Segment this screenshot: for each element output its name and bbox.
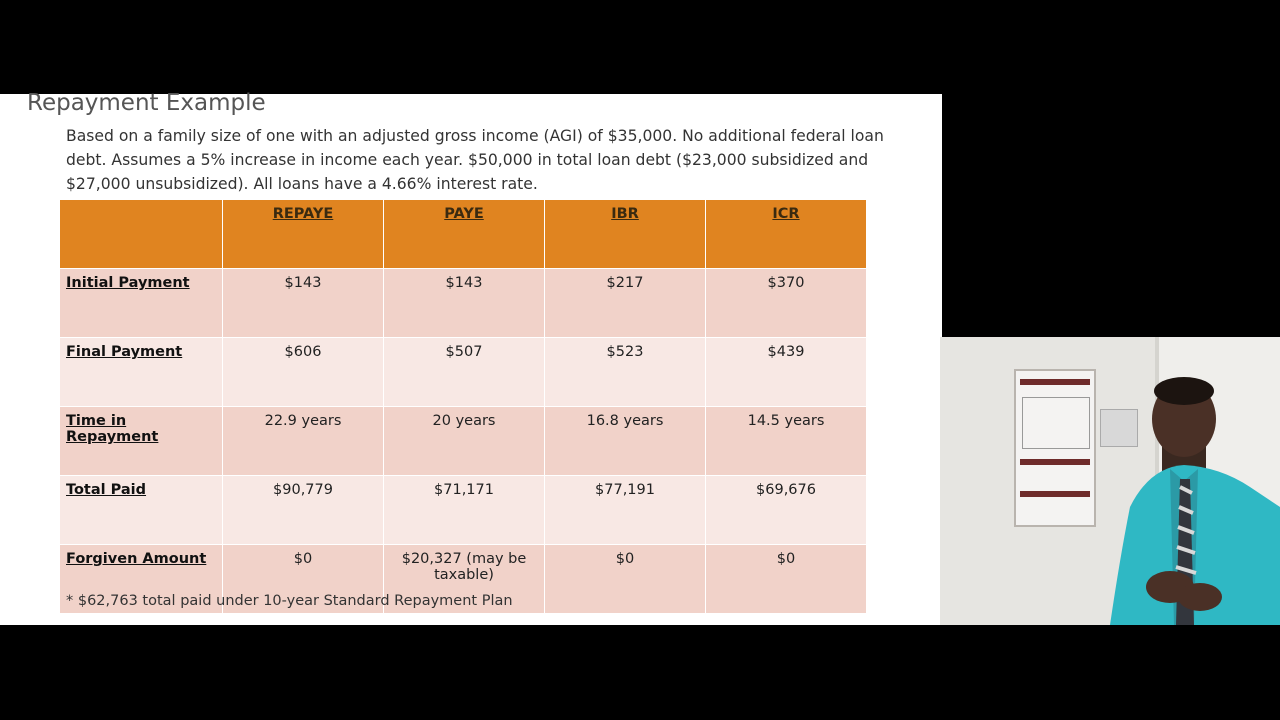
cell: $143 bbox=[223, 269, 384, 338]
cell: $507 bbox=[384, 338, 545, 407]
intro-text: Based on a family size of one with an adjusted gross income (AGI) of $35,000. No additional federal loan debt. Assumes a 5% increase in income each year. $50,000 in total loan debt ($23,000 subsidized and $27,000 unsubsidized). All loans have a 4.66% interest rate. bbox=[66, 127, 884, 193]
cell: $523 bbox=[545, 338, 706, 407]
header-paye: PAYE bbox=[384, 200, 545, 269]
cell: $90,779 bbox=[223, 476, 384, 545]
cell: 22.9 years bbox=[223, 407, 384, 476]
table-row bbox=[60, 407, 867, 476]
header-ibr: IBR bbox=[545, 200, 706, 269]
slide-title: Repayment Example bbox=[27, 90, 266, 116]
row-label: Time in Repayment bbox=[60, 407, 223, 476]
header-corner bbox=[60, 200, 223, 269]
repayment-table bbox=[59, 199, 867, 614]
cell: 20 years bbox=[384, 407, 545, 476]
table-row bbox=[60, 269, 867, 338]
cell: $143 bbox=[384, 269, 545, 338]
presenter-video bbox=[940, 337, 1280, 625]
row-label: Total Paid bbox=[60, 476, 223, 545]
cell: $0 bbox=[223, 545, 384, 614]
presenter-figure bbox=[1110, 357, 1280, 625]
evacuation-plan-poster bbox=[1014, 369, 1096, 527]
row-label: Forgiven Amount bbox=[60, 545, 223, 614]
cell: $0 bbox=[545, 545, 706, 614]
cell: $71,171 bbox=[384, 476, 545, 545]
table-header-row bbox=[60, 200, 867, 269]
cell: $606 bbox=[223, 338, 384, 407]
table-row bbox=[60, 476, 867, 545]
cell: $69,676 bbox=[706, 476, 867, 545]
table-row bbox=[60, 338, 867, 407]
footnote: * $62,763 total paid under 10-year Standard Repayment Plan bbox=[66, 593, 513, 609]
row-label: Final Payment bbox=[60, 338, 223, 407]
cell: $217 bbox=[545, 269, 706, 338]
cell: 14.5 years bbox=[706, 407, 867, 476]
cell: $439 bbox=[706, 338, 867, 407]
header-repaye: REPAYE bbox=[223, 200, 384, 269]
cell: $20,327 (may be taxable) bbox=[384, 545, 545, 614]
row-label: Initial Payment bbox=[60, 269, 223, 338]
cell: $77,191 bbox=[545, 476, 706, 545]
header-icr: ICR bbox=[706, 200, 867, 269]
slide bbox=[0, 90, 942, 625]
cell: 16.8 years bbox=[545, 407, 706, 476]
cell: $370 bbox=[706, 269, 867, 338]
cell: $0 bbox=[706, 545, 867, 614]
